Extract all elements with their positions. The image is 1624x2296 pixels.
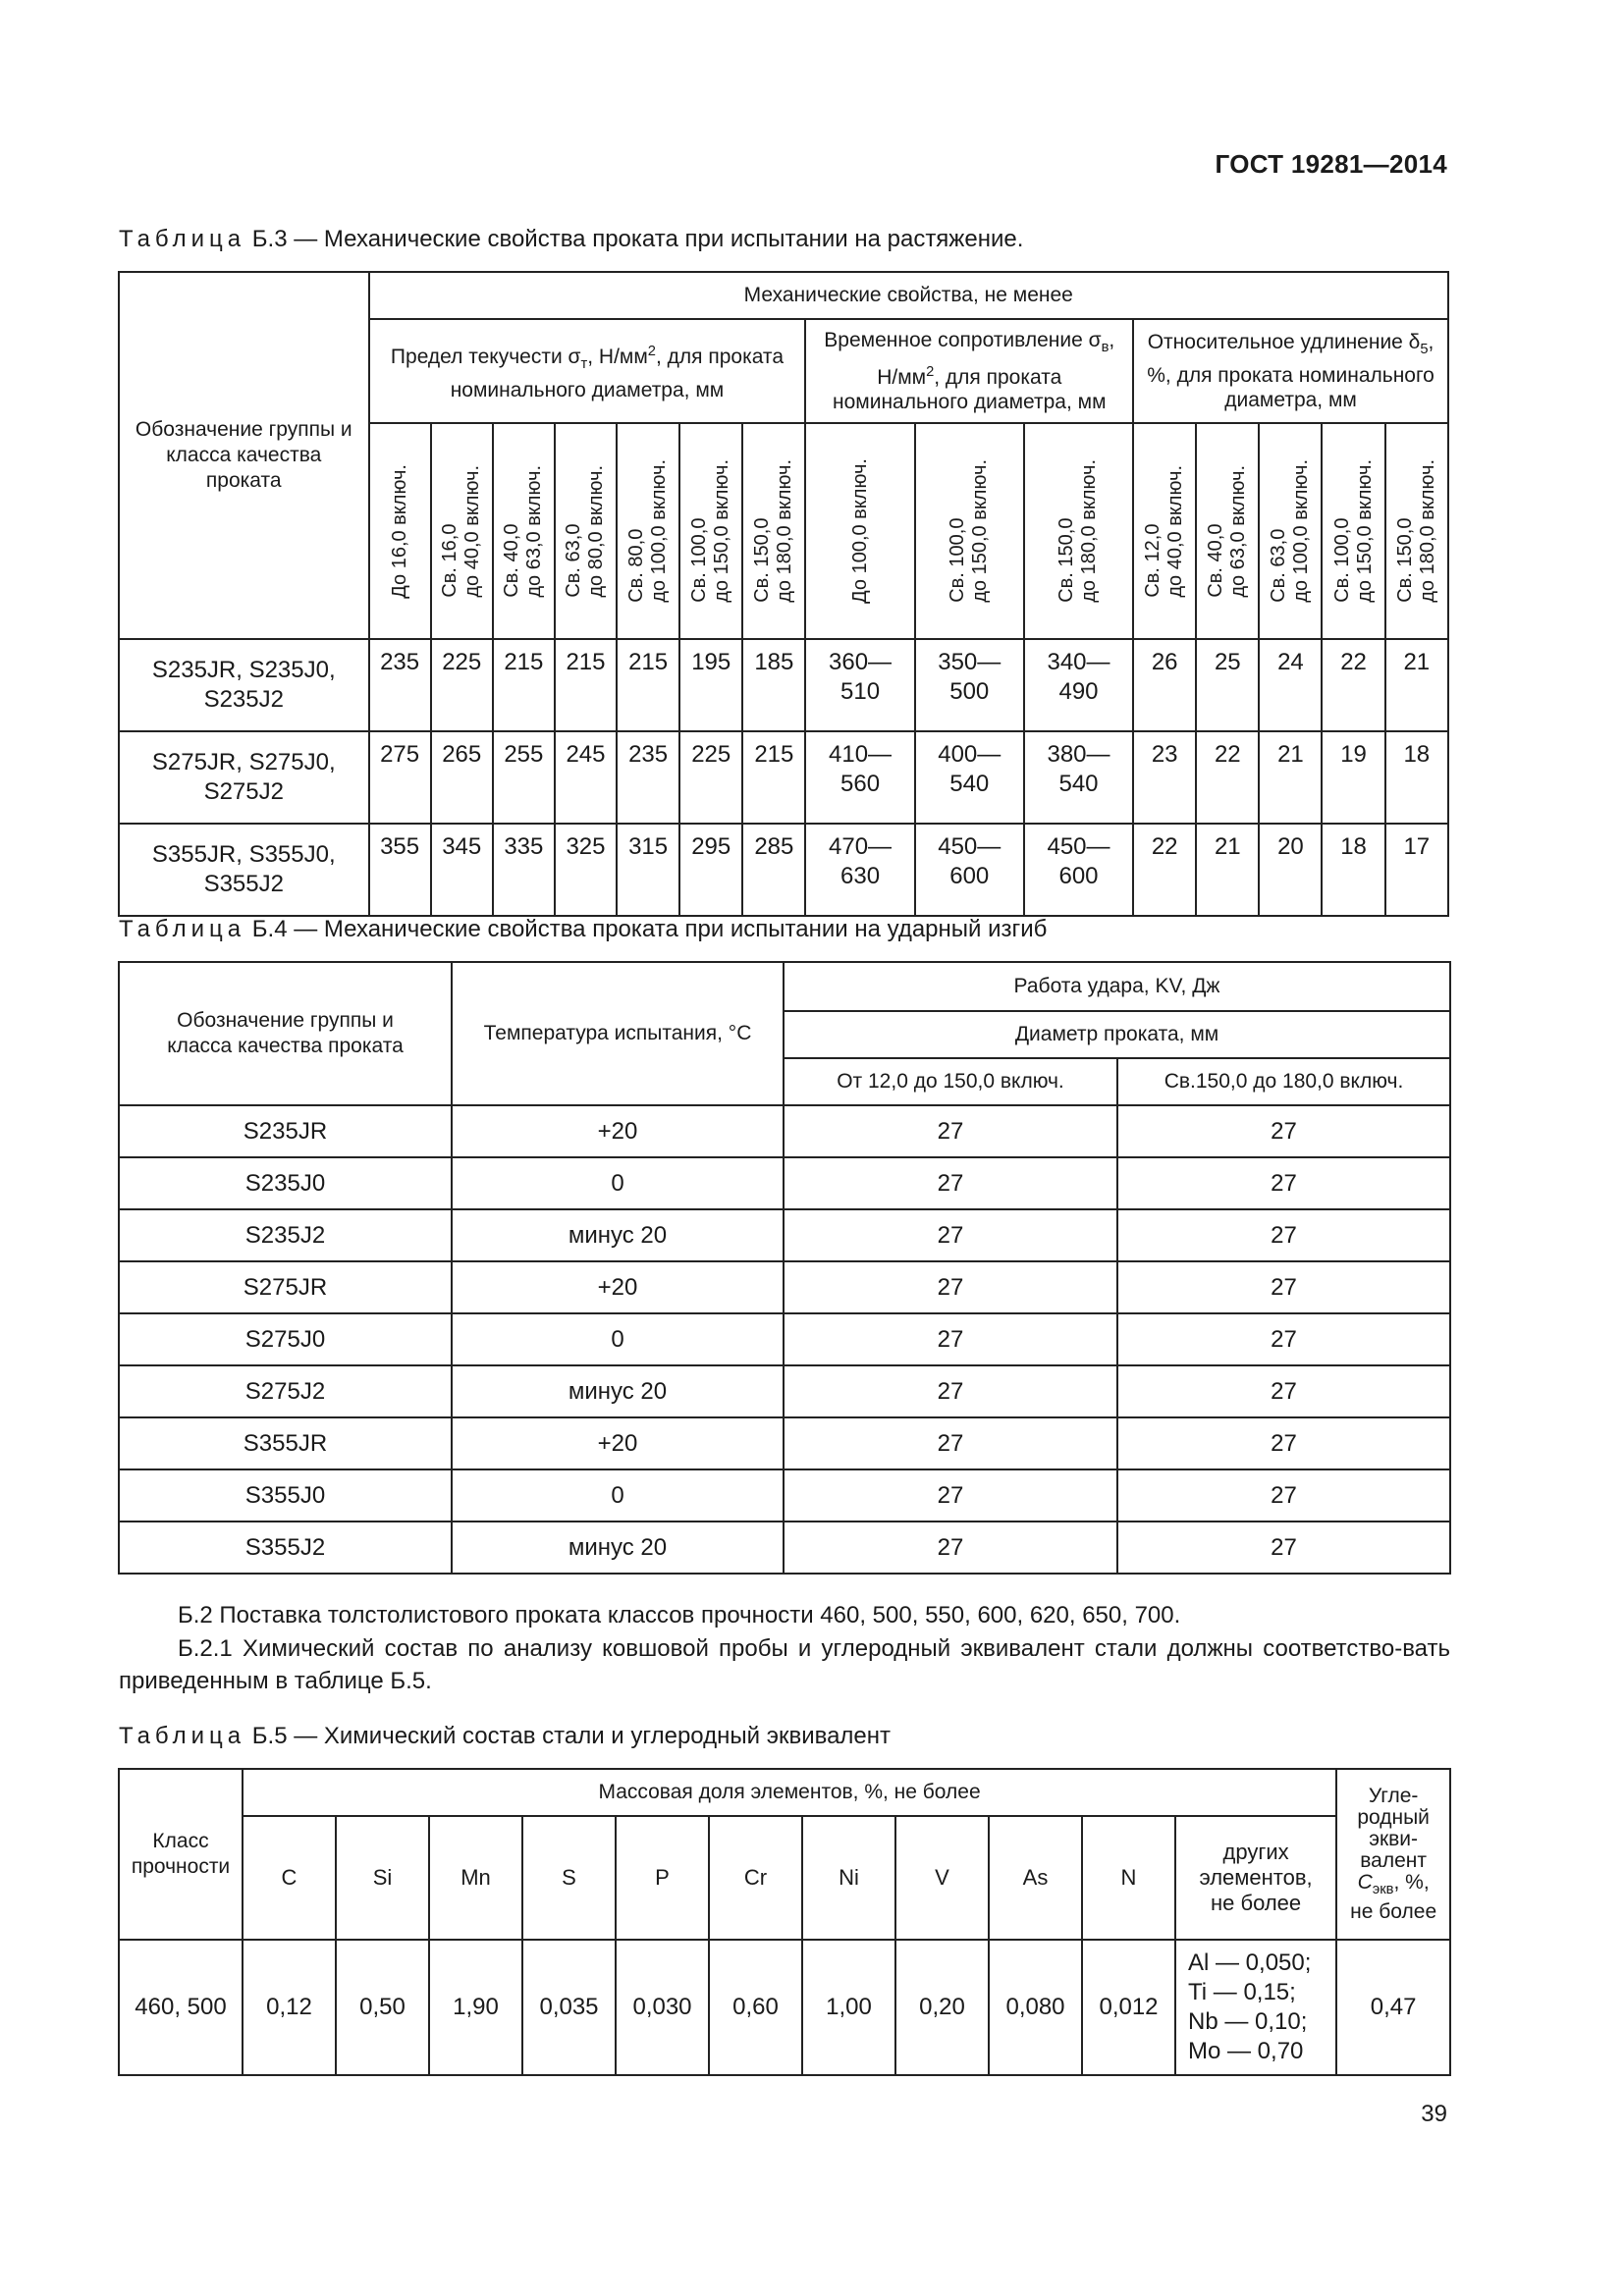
table-row xyxy=(119,1522,1450,1574)
table-b3 xyxy=(118,271,1449,917)
diameter-sub2: Св.150,0 до 180,0 включ. xyxy=(1117,1058,1450,1105)
table-b5-caption xyxy=(119,1723,891,1750)
value-cell: 18 xyxy=(1385,731,1448,824)
value-cell: 22 xyxy=(1322,639,1384,731)
table-cell: S235JR xyxy=(119,1105,452,1157)
paragraph-b21: Б.2.1 Химический состав по анализу ковшовой пробы и углеродный эквивалент стали должны соответство-вать приведенным в таблице Б.5. xyxy=(119,1635,1450,1694)
table-cell: 27 xyxy=(784,1365,1117,1417)
table-row xyxy=(119,1157,1450,1209)
value-cell: 265 xyxy=(431,731,493,824)
value-cell: 285 xyxy=(742,824,805,916)
value-cell: 24 xyxy=(1259,639,1322,731)
table-cell: S275J0 xyxy=(119,1313,452,1365)
value-cell: 225 xyxy=(679,731,742,824)
diameter-header: Диаметр проката, мм xyxy=(784,1011,1450,1058)
elongation-header: Относительное удлинение $\delta_5$, %, для проката номинального диаметра, мм xyxy=(1133,319,1448,423)
table-cell: +20 xyxy=(452,1105,784,1157)
value-cell: 315 xyxy=(617,824,679,916)
table-cell: 27 xyxy=(1117,1157,1450,1209)
value-cell: 345 xyxy=(431,824,493,916)
element-header: C xyxy=(243,1816,336,1940)
table-cell: S235J0 xyxy=(119,1157,452,1209)
table-cell: +20 xyxy=(452,1417,784,1469)
table-row xyxy=(119,1940,1450,2075)
table-row xyxy=(119,731,1448,824)
table-row xyxy=(119,1469,1450,1522)
value-cell: 25 xyxy=(1196,639,1259,731)
table-row xyxy=(119,1417,1450,1469)
element-header: Si xyxy=(336,1816,429,1940)
grade-cell: S235JR, S235J0, S235J2 xyxy=(119,639,369,731)
table-cell: +20 xyxy=(452,1261,784,1313)
value-cell: 21 xyxy=(1196,824,1259,916)
table-cell: S235J2 xyxy=(119,1209,452,1261)
caption-text: Б.3 — Механические свойства проката при испытании на растяжение. xyxy=(251,226,1024,252)
mass-header: Массовая доля элементов, %, не более xyxy=(243,1769,1336,1816)
diameter-column-header: Св. 150,0 до 180,0 включ. xyxy=(1024,423,1133,639)
value-cell: 0,012 xyxy=(1082,1940,1175,2075)
yield-header: Предел текучести $\sigma_т$, $Н/мм^2$, для проката номинального диаметра, мм xyxy=(369,319,806,423)
table-row xyxy=(119,639,1448,731)
value-cell: 195 xyxy=(679,639,742,731)
impact-header: Работа удара, KV, Дж xyxy=(784,962,1450,1011)
table-cell: 27 xyxy=(784,1157,1117,1209)
table-cell: 0 xyxy=(452,1157,784,1209)
table-cell: 27 xyxy=(1117,1313,1450,1365)
equiv-cell: 0,47 xyxy=(1336,1940,1450,2075)
value-cell: 225 xyxy=(431,639,493,731)
table-b5 xyxy=(118,1768,1451,2076)
others-cell: Al — 0,050; Ti — 0,15; Nb — 0,10; Mo — 0,70 xyxy=(1175,1940,1336,2075)
value-cell: 235 xyxy=(617,731,679,824)
value-cell: 360— 510 xyxy=(805,639,914,731)
element-header: P xyxy=(616,1816,709,1940)
table-cell: 27 xyxy=(784,1261,1117,1313)
element-header: Ni xyxy=(802,1816,895,1940)
value-cell: 0,12 xyxy=(243,1940,336,2075)
caption-prefix: Таблица xyxy=(119,916,246,942)
diameter-column-header: Св. 40,0 до 63,0 включ. xyxy=(493,423,555,639)
diameter-column-header: Св. 150,0 до 180,0 включ. xyxy=(742,423,805,639)
class-cell: 460, 500 xyxy=(119,1940,243,2075)
diameter-column-header: Св. 63,0 до 100,0 включ. xyxy=(1259,423,1322,639)
table-row xyxy=(119,1261,1450,1313)
table-cell: 27 xyxy=(1117,1522,1450,1574)
table-b4 xyxy=(118,961,1451,1575)
table-cell: 0 xyxy=(452,1469,784,1522)
value-cell: 450— 600 xyxy=(1024,824,1133,916)
caption-text: Б.4 — Механические свойства проката при испытании на ударный изгиб xyxy=(251,916,1048,942)
diameter-column-header: Св. 150,0 до 180,0 включ. xyxy=(1385,423,1448,639)
value-cell: 335 xyxy=(493,824,555,916)
class-header: Класс прочности xyxy=(119,1769,243,1940)
value-cell: 17 xyxy=(1385,824,1448,916)
table-b4-caption xyxy=(119,916,1047,943)
table-cell: 27 xyxy=(1117,1105,1450,1157)
table-cell: 27 xyxy=(1117,1469,1450,1522)
diameter-column-header: Св. 16,0 до 40,0 включ. xyxy=(431,423,493,639)
page-number: 39 xyxy=(1421,2101,1447,2127)
value-cell: 215 xyxy=(555,639,617,731)
value-cell: 215 xyxy=(742,731,805,824)
table-cell: 27 xyxy=(784,1522,1117,1574)
element-header: N xyxy=(1082,1816,1175,1940)
table-cell: 27 xyxy=(784,1209,1117,1261)
value-cell: 1,00 xyxy=(802,1940,895,2075)
value-cell: 450— 600 xyxy=(915,824,1024,916)
caption-prefix: Таблица xyxy=(119,1723,246,1749)
tensile-header: Временное сопротивление $\sigma_в$, $Н/мм^2$, для проката номинального диаметра, мм xyxy=(805,319,1133,423)
value-cell: 380— 540 xyxy=(1024,731,1133,824)
value-cell: 0,080 xyxy=(989,1940,1082,2075)
value-cell: 0,035 xyxy=(522,1940,616,2075)
diameter-column-header: Св. 12,0 до 40,0 включ. xyxy=(1133,423,1196,639)
diameter-column-header: Св. 40,0 до 63,0 включ. xyxy=(1196,423,1259,639)
value-cell: 295 xyxy=(679,824,742,916)
diameter-sub1: От 12,0 до 150,0 включ. xyxy=(784,1058,1117,1105)
table-row xyxy=(119,1365,1450,1417)
caption-prefix: Таблица xyxy=(119,226,246,252)
temp-header: Температура испытания, °С xyxy=(452,962,784,1105)
value-cell: 245 xyxy=(555,731,617,824)
group-header: Обозначение группы и класса качества проката xyxy=(119,272,369,639)
table-cell: S355J0 xyxy=(119,1469,452,1522)
value-cell: 185 xyxy=(742,639,805,731)
value-cell: 340— 490 xyxy=(1024,639,1133,731)
table-cell: S355JR xyxy=(119,1417,452,1469)
element-header: S xyxy=(522,1816,616,1940)
table-row xyxy=(119,824,1448,916)
diameter-column-header: До 16,0 включ. xyxy=(369,423,431,639)
diameter-column-header: Св. 80,0 до 100,0 включ. xyxy=(617,423,679,639)
value-cell: 410— 560 xyxy=(805,731,914,824)
value-cell: 470— 630 xyxy=(805,824,914,916)
others-header: других элементов, не более xyxy=(1175,1816,1336,1940)
table-cell: 0 xyxy=(452,1313,784,1365)
table-cell: 27 xyxy=(784,1313,1117,1365)
table-cell: S355J2 xyxy=(119,1522,452,1574)
value-cell: 235 xyxy=(369,639,431,731)
diameter-column-header: До 100,0 включ. xyxy=(805,423,914,639)
value-cell: 325 xyxy=(555,824,617,916)
table-cell: 27 xyxy=(1117,1209,1450,1261)
table-cell: минус 20 xyxy=(452,1365,784,1417)
table-cell: минус 20 xyxy=(452,1522,784,1574)
value-cell: 22 xyxy=(1133,824,1196,916)
value-cell: 20 xyxy=(1259,824,1322,916)
value-cell: 18 xyxy=(1322,824,1384,916)
table-b3-caption xyxy=(119,226,1023,253)
table-cell: 27 xyxy=(784,1417,1117,1469)
value-cell: 0,030 xyxy=(616,1940,709,2075)
diameter-column-header: Св. 100,0 до 150,0 включ. xyxy=(915,423,1024,639)
table-cell: 27 xyxy=(1117,1365,1450,1417)
equiv-header: Угле- родный экви- валент $С_{экв}$, %, не более xyxy=(1336,1769,1450,1940)
table-cell: минус 20 xyxy=(452,1209,784,1261)
table-row xyxy=(119,1313,1450,1365)
grade-header: Обозначение группы и класса качества проката xyxy=(119,962,452,1105)
value-cell: 19 xyxy=(1322,731,1384,824)
table-cell: 27 xyxy=(784,1105,1117,1157)
caption-text: Б.5 — Химический состав стали и углеродный эквивалент xyxy=(251,1723,892,1749)
table-cell: S275J2 xyxy=(119,1365,452,1417)
element-header: V xyxy=(895,1816,989,1940)
value-cell: 275 xyxy=(369,731,431,824)
value-cell: 26 xyxy=(1133,639,1196,731)
value-cell: 0,60 xyxy=(709,1940,802,2075)
value-cell: 0,50 xyxy=(336,1940,429,2075)
table-cell: S275JR xyxy=(119,1261,452,1313)
props-header: Механические свойства, не менее xyxy=(369,272,1448,319)
diameter-column-header: Св. 100,0 до 150,0 включ. xyxy=(679,423,742,639)
element-header: As xyxy=(989,1816,1082,1940)
value-cell: 22 xyxy=(1196,731,1259,824)
value-cell: 400— 540 xyxy=(915,731,1024,824)
table-row xyxy=(119,1105,1450,1157)
value-cell: 21 xyxy=(1259,731,1322,824)
value-cell: 215 xyxy=(617,639,679,731)
value-cell: 0,20 xyxy=(895,1940,989,2075)
value-cell: 23 xyxy=(1133,731,1196,824)
table-row xyxy=(119,1209,1450,1261)
paragraph-b2: Б.2 Поставка толстолистового проката классов прочности 460, 500, 550, 600, 620, 650, 700. xyxy=(178,1602,1181,1629)
value-cell: 1,90 xyxy=(429,1940,522,2075)
element-header: Mn xyxy=(429,1816,522,1940)
table-cell: 27 xyxy=(1117,1417,1450,1469)
diameter-column-header: Св. 63,0 до 80,0 включ. xyxy=(555,423,617,639)
value-cell: 21 xyxy=(1385,639,1448,731)
standard-header: ГОСТ 19281—2014 xyxy=(1215,149,1447,179)
value-cell: 355 xyxy=(369,824,431,916)
diameter-column-header: Св. 100,0 до 150,0 включ. xyxy=(1322,423,1384,639)
element-header: Cr xyxy=(709,1816,802,1940)
value-cell: 255 xyxy=(493,731,555,824)
grade-cell: S355JR, S355J0, S355J2 xyxy=(119,824,369,916)
value-cell: 350— 500 xyxy=(915,639,1024,731)
value-cell: 215 xyxy=(493,639,555,731)
table-cell: 27 xyxy=(784,1469,1117,1522)
table-cell: 27 xyxy=(1117,1261,1450,1313)
grade-cell: S275JR, S275J0, S275J2 xyxy=(119,731,369,824)
